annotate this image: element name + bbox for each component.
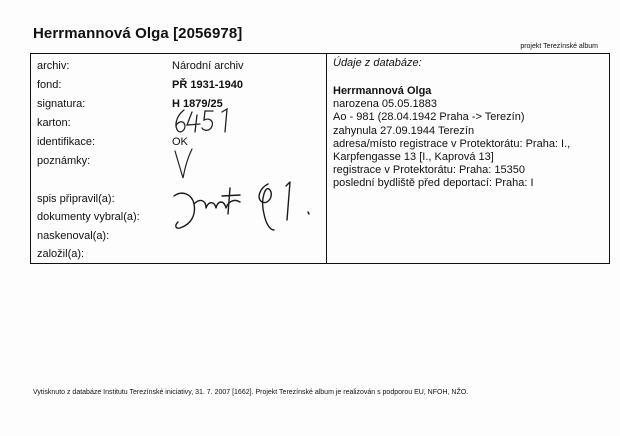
signatura-label: signatura:: [37, 98, 86, 110]
spis-pripravil-label: spis připravil(a):: [37, 193, 115, 205]
poznamky-label: poznámky:: [37, 155, 91, 167]
database-details: [333, 85, 605, 191]
naskenoval-label: naskenoval(a):: [37, 230, 110, 242]
column-divider: [326, 53, 327, 264]
address-line-1: adresa/místo registrace v Protektorátu: Praha: I.,: [333, 137, 571, 150]
signatura-value: H 1879/25: [172, 98, 223, 110]
person-name: Herrmannová Olga: [333, 85, 432, 97]
birth-line: narozena 05.05.1883: [333, 98, 437, 111]
fond-label: fond:: [37, 79, 62, 91]
dokumenty-vybral-label: dokumenty vybral(a):: [37, 211, 140, 223]
database-heading: Údaje z databáze:: [333, 57, 422, 69]
karton-label: karton:: [37, 117, 71, 129]
fond-value: PŘ 1931-1940: [172, 79, 243, 91]
project-label: projekt Terezínské album: [520, 43, 598, 50]
handwritten-karton-number: [170, 106, 240, 136]
death-line: zahynula 27.09.1944 Terezín: [333, 124, 475, 137]
transport-line: Ao - 981 (28.04.1942 Praha -> Terezín): [333, 111, 525, 124]
identifikace-label: identifikace:: [37, 136, 96, 148]
archiv-label: archiv:: [37, 60, 70, 72]
identifikace-value: OK: [172, 136, 188, 148]
archiv-value: Národní archiv: [172, 60, 244, 72]
footer-note: Vytisknuto z databáze Institutu Terezínské iniciativy, 31. 7. 2007 [1662]. Projekt Terezínské album je realizován s podporou EU, NFOH, NŽO.: [33, 389, 469, 396]
check-mark-icon: [172, 147, 194, 181]
handwritten-signature: [170, 178, 320, 234]
record-title: Herrmannová Olga [2056978]: [33, 25, 243, 42]
zalozil-label: založil(a):: [37, 248, 85, 260]
address-line-2: Karpfengasse 13 [I., Kaprová 13]: [333, 151, 494, 164]
last-residence-line: poslední bydliště před deportací: Praha: I: [333, 177, 534, 190]
registration-line: registrace v Protektorátu: Praha: 15350: [333, 164, 525, 177]
